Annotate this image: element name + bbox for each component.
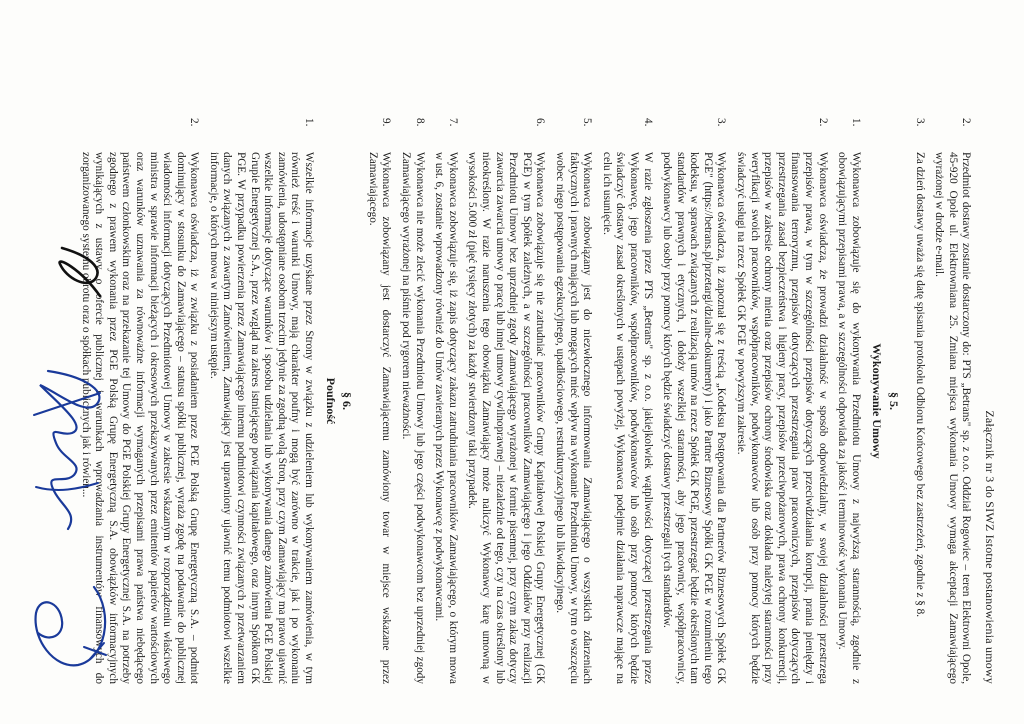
list-item (206, 118, 315, 684)
signature-handwritten-blue-2 (19, 573, 124, 683)
item-text: Wykonawca zobowiązuje się, iż zapis dotyczący zakazu zatrudniania pracowników Zamawiającego, o którym mowa w ust. 6, zostanie wprowadzony również do Umów zawieranych przez Wykonawcę z podwykonawcami. (433, 152, 459, 684)
item-number: 6. (534, 118, 547, 127)
item-text: Wykonawca zobowiązuje się do wykonywania Przedmiotu Umowy z najwyższą starannością, zgodnie z obowiązującymi przepisami prawa, a w szczególności odpowiada za jakość i terminowość wykonania Umowy. (836, 152, 862, 684)
item-number: 5. (581, 118, 594, 127)
section-6-heading: § 6. (340, 392, 355, 410)
list-item (835, 118, 862, 684)
list-item (734, 118, 829, 684)
page-header: Załącznik nr 3 do SIWZ Istotne postanowienia umowy (983, 410, 997, 684)
item-number: 2. (816, 118, 829, 127)
list-item (599, 118, 653, 684)
item-text: Wykonawca nie może zlecić wykonania Przedmiotu Umowy lub jego części podwykonawcom bez uprzedniej zgody Zamawiającego wyrażonej na piśmie pod rygorem nieważności. (400, 152, 426, 684)
item-number: 8. (413, 118, 426, 127)
item-text: Wykonawca zobowiązany jest do niezwłocznego informowania Zamawiającego o wszystkich zdarzeniach faktycznych i prawnych mających lub mogących mieć wpływ na wykonanie Przedmiotu Umowy, w tym o wszczęciu wobec niego postępowania egzekucyjnego, upadłościowego, restrukturyzacyjnego lub likwidacyjnego. (553, 152, 594, 684)
item-text: Wykonawca oświadcza, iż w związku z posiadaniem przez PGE Polską Grupę Energetyczną S.A. – podmiot dominujący w stosunku do Zamawiającego – statusu spółki publicznej, wyraża zgodę na podawanie do publicznej wiadomości informacji dotyczących Przedmiotowej Umowy w zakresie wskazanym w rozporządzeniu właściwego ministra w sprawie informacji bieżących i okresowych przekazywanych przez emitentów papierów wartościowych oraz warunków uznawania za równoważne informacji wymaganych przepisami prawa państwa niebędącego państwem członkowskim oraz na przekazanie tej Umowy do PGE Polskiej Grupy Energetycznej S.A. na potrzeby zgodnego z prawem wykonania przez PGE Polską Grupę Energetyczną S.A. obowiązków informacyjnych wynikających z ustawy o ofercie publicznej i warunkach wprowadzania instrumentów finansowych do zorganizowanego systemu obrotu oraz o spółkach publicznych jak i rówien... (79, 152, 201, 684)
section-6-title: Poufność (323, 377, 338, 425)
list-item (932, 118, 973, 684)
item-number: 9. (380, 118, 393, 127)
item-number: 2. (188, 118, 201, 127)
item-number: 2. (960, 118, 973, 127)
item-text: Wykonawca zobowiązany jest dostarczyć Zamawiającemu zamówiony towar w miejsce wskazane przez Zamawiającego. (366, 152, 393, 684)
item-text: Wykonawca oświadcza, że prowadzi działalność w sposób odpowiedzialny, w swojej działalności przestrzega przepisów prawa, w tym w szczególności przepisów dotyczących przeciwdziałania korupcji, prania pieniędzy i finansowania terroryzmu, przepisów dotyczących przestrzegania praw pracowniczych, przepisów dotyczących przestrzegania zasad bezpieczeństwa i higieny pracy, przepisów przeciwpożarowych, prawa ochrony konkurencji, przepisów w zakresie ochrony mienia oraz przepisów ochrony środowiska oraz dokłada należytej staranności przy weryfikacji swoich pracowników, współpracowników, podwykonawców lub osób przy pomocy których będzie świadczyć usługi na rzecz Spółek GK PGE w powyższym zakresie. (735, 152, 829, 684)
section-5-heading: § 5. (887, 392, 902, 410)
list-item (398, 118, 425, 684)
signature-handwritten-blue (23, 363, 118, 553)
item-text: W razie zgłoszenia przez PTS „Betrans" sp. z o.o. jakiejkolwiek wątpliwości dotyczącej przestrzegania przez Wykonawcę, jego pracowników, współpracowników, podwykonawców lub osób przy pomocy których będzie świadczyć dostawy zasad określonych w ustępach powyżej, Wykonawca podejmie działania naprawcze mające na celu ich usunięcie. (600, 152, 654, 684)
signatures-area (18, 118, 128, 684)
list-item (660, 118, 728, 684)
list-item (552, 118, 593, 684)
item-text: Wykonawca oświadcza, iż zapoznał się z treścią „Kodeksu Postępowania dla Partnerów Biznesowych Spółek GK PGE" (https://betrans.pl/przetargi/dzialne-dokumenty) i jako Partner Biznesowy Spółki GK PGE w rozumieniu tego kodeksu, w sprawach związanych z realizacją umów na rzecz Spółek GK PGE, przestrzegać będzie określonych tam standardów prawnych i etycznych, i dołoży wszelkiej staranności, aby jego pracownicy, współpracownicy, podwykonawcy lub osoby przy pomocy których będzie świadczyć dostawy przestrzegali tych standardów. (661, 152, 728, 684)
section-5-title: Wykonywanie Umowy (870, 343, 885, 459)
item-text: Za dzień dostawy uważa się datę spisania protokołu Odbioru Końcowego bez zastrzeżeń, zgodnie z § 8. (913, 152, 926, 618)
item-number: 7. (446, 118, 459, 127)
item-text: Wykonawca zobowiązuje się nie zatrudniać pracowników Grupy Kapitałowej Polskiej Grupy Energetycznej (GK PGE) w tym Spółek zależnych, a w szczególności pracowników Zamawiającego i jego Oddziałów przy realizacji Przedmiotu Umowy bez uprzedniej zgody Zamawiającego wyrażonej w formie pisemnej, przy czym zakaz dotyczy zawarcia zawarcia umowy o pracę lub innej umowy cywilnoprawnej – niezależnie od tego, czy na czas określony lub nieokreślony. W razie naruszenia tego obowiązku Zamawiający może naliczyć Wykonawcy karę umowną w wysokości 5.000 zł (pięć tysięcy złotych) za każdy stwierdzony taki przypadek. (466, 152, 547, 684)
item-number: 1. (849, 118, 862, 127)
item-text: Wszelkie informacje uzyskane przez Strony w związku z udzieleniem lub wykonywaniem zamówienia, w tym również treść i warunki Umowy, mają charakter poufny i mogą być zarówno w trakcie, jak i po wykonaniu zamówienia, udostępniane osobom trzecim jedynie za zgodną wolą Stron, przy czym Zamawiający ma prawo ujawnić wszelkie informacje dotyczące warunków i sposobu udzielania lub wykonywania danego zamówienia PGE Polskiej Grupie Energetycznej S.A., przez wzgląd na zakres istniejącego powiązania kapitałowego, oraz innym Spółkom GK PGE. W przypadku powierzenia przez Zamawiającego innemu podmiotowi czynności związanych z przetwarzaniem danych związanych z zawartym Zamówieniem, Zamawiający jest uprawniony ujawnić temu podmiotowi wszelkie informacje, o których mowa w niniejszym ustępie. (207, 152, 316, 684)
list-item (465, 118, 547, 684)
item-number: 1. (303, 118, 316, 127)
item-number: 4. (641, 118, 654, 127)
item-text: Przedmiot dostawy zostanie dostarczony do: PTS „Betrans" sp. z o.o. Oddział Rogowiec – teren Elektrowni Opole, 45-920 Opole ul. Elektrowniana 25. Zmiana miejsca wykonania Umowy wymaga akceptacji Zamawiającego wyrażonej w drodze e-mail. (933, 152, 973, 684)
list-item (912, 118, 926, 684)
pre-section-list (912, 118, 972, 684)
section-5-list (365, 118, 862, 684)
item-number: 3. (913, 118, 926, 127)
list-item (365, 118, 392, 684)
signature-initial-1 (50, 238, 110, 308)
item-number: 3. (715, 118, 728, 127)
list-item (432, 118, 459, 684)
